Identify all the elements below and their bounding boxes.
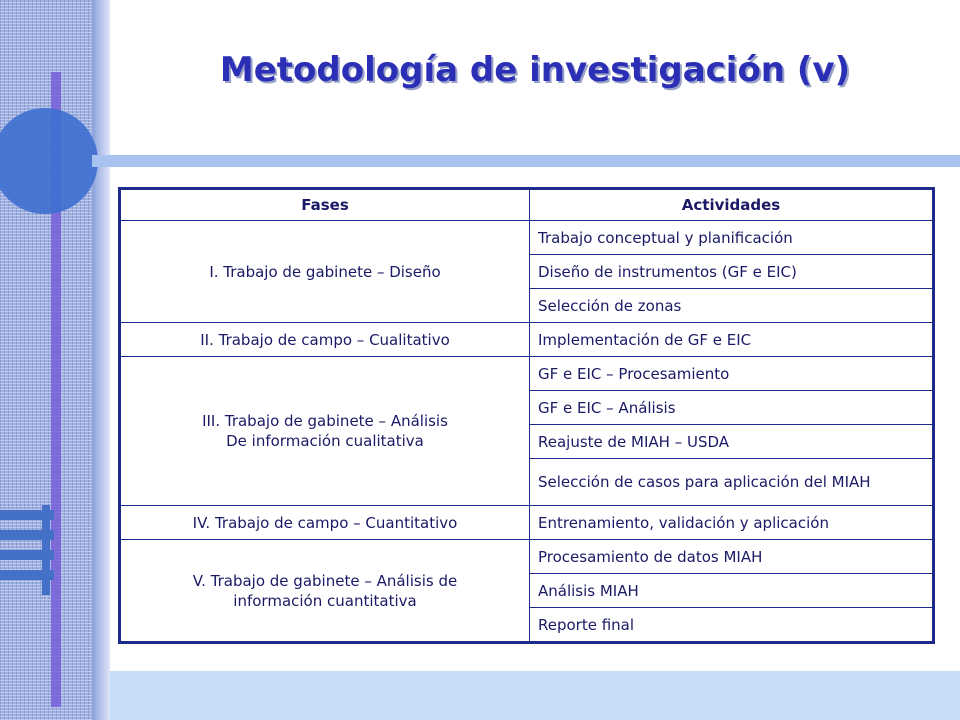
activity-cell: Reporte final bbox=[530, 608, 934, 643]
phase-cell-1 bbox=[120, 221, 530, 323]
phase-label: IV. Trabajo de campo – Cuantitativo bbox=[192, 513, 458, 532]
activity-cell: Análisis MIAH bbox=[530, 574, 934, 608]
activity-cell: GF e EIC – Procesamiento bbox=[530, 357, 934, 391]
activity-cell: Trabajo conceptual y planificación bbox=[530, 221, 934, 255]
table-header-row bbox=[120, 189, 934, 221]
activity-cell: Selección de zonas bbox=[530, 289, 934, 323]
activity-cell: Diseño de instrumentos (GF e EIC) bbox=[530, 255, 934, 289]
phase-label-continuation: De información cualitativa bbox=[226, 432, 424, 450]
methodology-table bbox=[118, 187, 935, 644]
table-row bbox=[120, 357, 934, 391]
bottom-decorative-band bbox=[110, 671, 960, 720]
activity-cell: Reajuste de MIAH – USDA bbox=[530, 425, 934, 459]
phase-label: I. Trabajo de gabinete – Diseño bbox=[209, 262, 441, 281]
activity-cell: Selección de casos para aplicación del MIAH bbox=[530, 459, 934, 506]
decorative-vertical-bar bbox=[42, 505, 50, 595]
phase-cell-5 bbox=[120, 540, 530, 643]
activity-cell: Implementación de GF e EIC bbox=[530, 323, 934, 357]
phase-label-continuation: información cuantitativa bbox=[233, 591, 417, 610]
table-row bbox=[120, 221, 934, 255]
phase-label: V. Trabajo de gabinete – Análisis de bbox=[192, 571, 458, 590]
phase-label: II. Trabajo de campo – Cualitativo bbox=[200, 330, 450, 349]
phase-cell-4 bbox=[120, 506, 530, 540]
header-actividades: Actividades bbox=[530, 189, 934, 221]
phase-label: III. Trabajo de gabinete – Análisis bbox=[202, 412, 448, 430]
header-fases: Fases bbox=[120, 189, 530, 221]
activity-cell: Procesamiento de datos MIAH bbox=[530, 540, 934, 574]
table-row bbox=[120, 323, 934, 357]
decorative-horizontal-line bbox=[92, 155, 960, 167]
table-row bbox=[120, 540, 934, 574]
slide-title: Metodología de investigación (v) bbox=[219, 50, 851, 90]
table-row bbox=[120, 506, 934, 540]
phase-cell-3 bbox=[120, 357, 530, 506]
phase-cell-2 bbox=[120, 323, 530, 357]
left-band-shadow bbox=[92, 0, 110, 720]
activity-cell: GF e EIC – Análisis bbox=[530, 391, 934, 425]
activity-cell: Entrenamiento, validación y aplicación bbox=[530, 506, 934, 540]
